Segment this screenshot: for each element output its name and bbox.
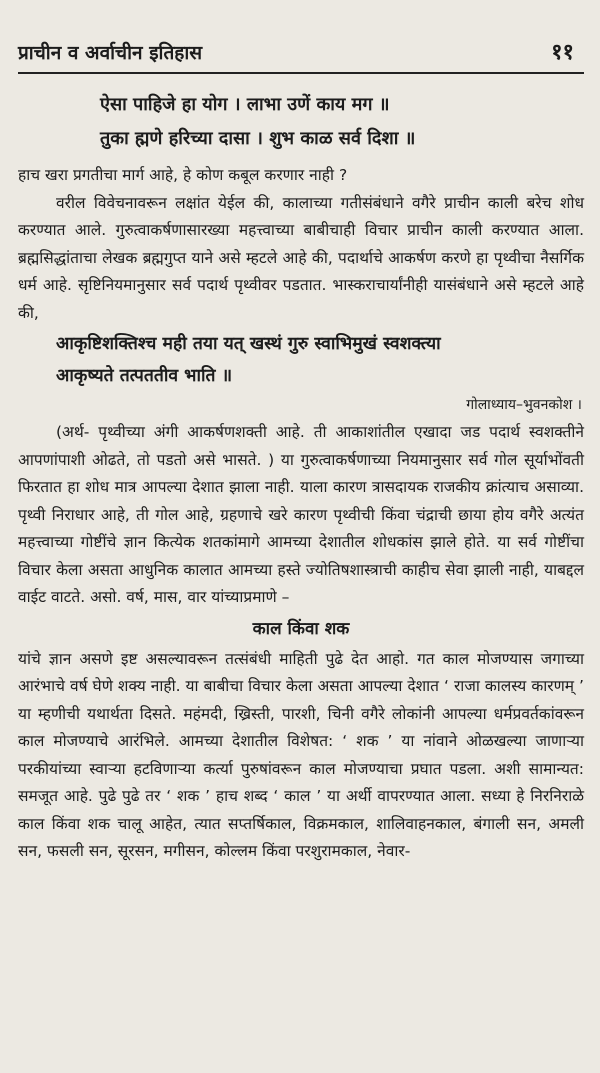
- paragraph-4: यांचे ज्ञान असणे इष्ट असल्यावरून तत्संबंधी माहिती पुढे देत आहो. गत काल मोजण्यास जगाच्या आरंभाचे वर्ष घेणे शक्य नाही. या बाबीचा विचार केला असता आपल्या देशात ‘ राजा कालस्य कारणम् ’ या म्हणीची यथार्थता दिसते. महंमदी, ख्रिस्ती, पारशी, चिनी वगैरे लोकांनी आपल्या धर्मप्रवर्तकांवरून काल मोजण्याचे आरंभिले. आमच्या देशातील विशेषत: ‘ शक ’ या नांवाने ओळखल्या जाणाऱ्या परकीयांच्या स्वाऱ्या हटविणाऱ्या कर्त्या पुरुषांवरून काल मोजण्याचा प्रघात पडला. अशी सामान्यत: समजूत आहे. पुढे पुढे तर ‘ शक ’ हाच शब्द ‘ काल ’ या अर्थी वापरण्यात आला. सध्या हे निरनिराळे काल किंवा शक चालू आहेत, त्यात सप्तर्षिकाल, विक्रमकाल, शालिवाहनकाल, बंगाली सन, अमली सन, फसली सन, सूरसन, मगीसन, कोल्लम किंवा परशुरामकाल, नेवार-: [18, 649, 584, 860]
- section-heading: काल किंवा शक: [252, 618, 350, 639]
- page-number: ११: [551, 40, 574, 65]
- sanskrit-line-2: आकृष्यते तत्पततीव भाति ॥: [56, 366, 233, 386]
- running-header: [18, 0, 584, 66]
- verse-line-1: ऐसा पाहिजे हा योग । लाभा उणें काय मग ॥: [100, 94, 390, 115]
- sanskrit-quote: [18, 329, 584, 419]
- verse-block: [18, 88, 584, 156]
- sanskrit-line-1: आकृष्टिशक्तिश्च मही तया यत् खस्थं गुरु स्वाभिमुखं स्वशक्त्या: [56, 334, 441, 354]
- quote-source: गोलाध्याय–भुवनकोश ।: [466, 397, 582, 413]
- paragraph-1: हाच खरा प्रगतीचा मार्ग आहे, हे कोण कबूल करणार नाही ?: [18, 166, 348, 184]
- running-title: प्राचीन व अर्वाचीन इतिहास: [18, 42, 203, 64]
- paragraph-3: (अर्थ- पृथ्वीच्या अंगी आकर्षणशक्ती आहे. ती आकाशांतील एखादा जड पदार्थ स्वशक्तीने आपणांपाशी ओढते, तो पडतो असे भासते. ) या गुरुत्वाकर्षणाच्या नियमानुसार सर्व गोल सूर्याभोंवती फिरतात हा शोध मात्र आपल्या देशात झाला नाही. याला कारण त्रासदायक राजकीय क्रांत्याच असाव्या. पृथ्वी निराधार आहे, ती गोल आहे, ग्रहणाचे खरे कारण पृथ्वीची किंवा चंद्राची छाया होय वगैरे अत्यंत महत्त्वाच्या गोष्टींचे ज्ञान कित्येक शतकांमागे आमच्या देशातील शोधकांस झाले होते. या सर्व गोष्टींचा विचार केला असता आधुनिक कालात आमच्या हस्ते ज्योतिषशास्त्राची काहीच सेवा झाली नाही, याबद्दल वाईट वाटते. असो. वर्ष, मास, वार यांच्याप्रमाणे –: [18, 423, 584, 606]
- header-rule: [18, 72, 584, 74]
- paragraph-2: वरील विवेचनावरून लक्षांत येईल की, कालाच्या गतीसंबंधाने वगैरे प्राचीन काली बरेच शोध करण्यात आले. गुरुत्वाकर्षणासारख्या महत्त्वाच्या बाबीचाही विचार प्राचीन काली करण्यात आला. ब्रह्मसिद्धांताचा लेखक ब्रह्मगुप्त याने असे म्हटले आहे की, पदार्थाचे आकर्षण करणे हा पृथ्वीचा नैसर्गिक धर्म आहे. सृष्टिनियमानुसार सर्व पदार्थ पृथ्वीवर पडतात. भास्कराचार्यांनीही यासंबंधाने असे म्हटले आहे की,: [18, 193, 584, 322]
- verse-line-2: तुका ह्मणे हरिच्या दासा । शुभ काळ सर्व दिशा ॥: [100, 128, 416, 149]
